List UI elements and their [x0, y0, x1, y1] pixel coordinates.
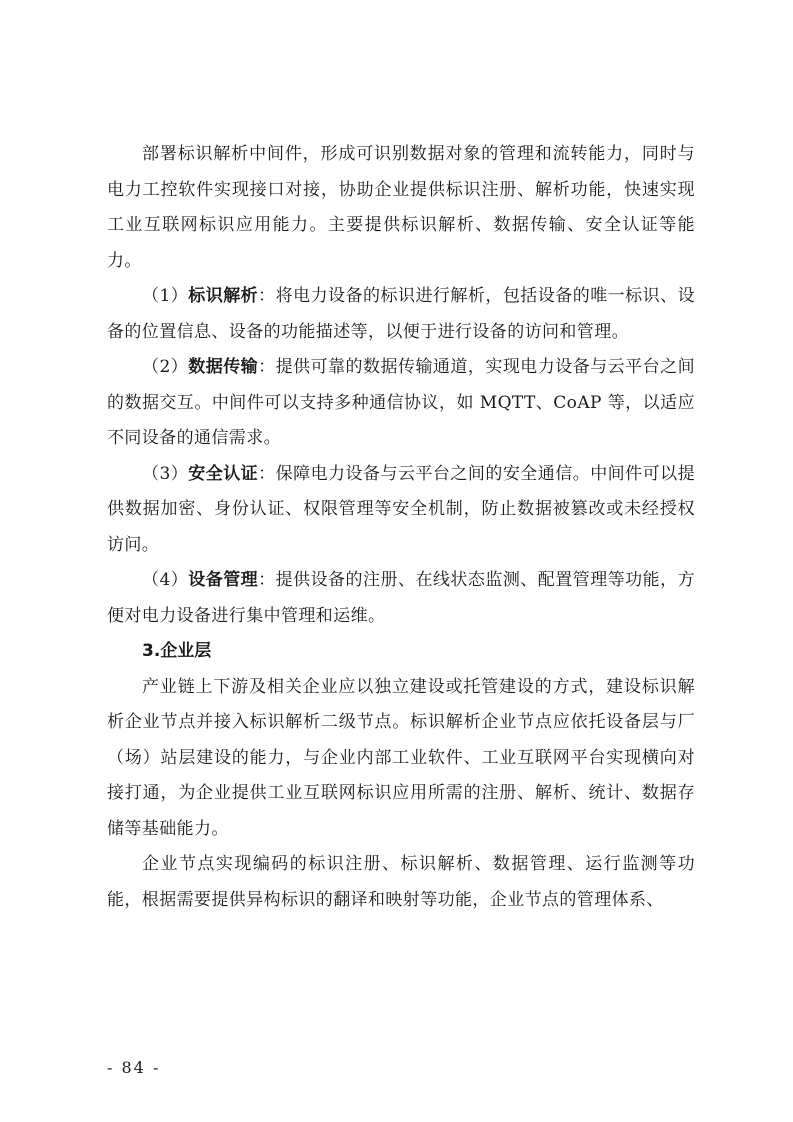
section-heading: 3.企业层 [142, 641, 212, 661]
document-body [107, 137, 695, 918]
item-heading: 数据传输 [188, 357, 259, 377]
list-item [107, 563, 695, 634]
item-text: ：将电力设备的标识进行解析，包括设备的唯一标识、设备的位置信息、设备的功能描述等，以便于进行设备的访问和管理。 [107, 286, 695, 342]
intro-paragraph: 部署标识解析中间件，形成可识别数据对象的管理和流转能力，同时与电力工控软件实现接口对接，协助企业提供标识注册、解析功能，快速实现工业互联网标识应用能力。主要提供标识解析、数据传输、安全认证等能力。 [107, 144, 695, 271]
item-number: （1） [142, 286, 189, 306]
item-text: ：提供设备的注册、在线状态监测、配置管理等功能，方便对电力设备进行集中管理和运维。 [107, 570, 695, 626]
list-item [107, 350, 695, 457]
list-item [107, 279, 695, 350]
item-heading: 安全认证 [188, 463, 259, 484]
list-item [107, 457, 695, 564]
page-number: - 84 - [107, 1058, 161, 1077]
item-heading: 标识解析 [188, 286, 259, 306]
item-number: （2） [142, 357, 189, 377]
item-number: （4） [142, 570, 189, 590]
body-paragraph: 产业链上下游及相关企业应以独立建设或托管建设的方式，建设标识解析企业节点并接入标识解析二级节点。标识解析企业节点应依托设备层与厂（场）站层建设的能力，与企业内部工业软件、工业互联网平台实现横向对接打通，为企业提供工业互联网标识应用所需的注册、解析、统计、数据存储等基础能力。 [107, 676, 695, 839]
item-text: ：保障电力设备与云平台之间的安全通信。中间件可以提供数据加密、身份认证、权限管理等安全机制，防止数据被篡改或未经授权访问。 [107, 463, 695, 555]
item-heading: 设备管理 [188, 570, 259, 590]
item-text: ：提供可靠的数据传输通道，实现电力设备与云平台之间的数据交互。中间件可以支持多种通信协议，如 MQTT、CoAP 等，以适应不同设备的通信需求。 [107, 357, 695, 448]
body-paragraph: 企业节点实现编码的标识注册、标识解析、数据管理、运行监测等功能，根据需要提供异构标识的翻译和映射等功能，企业节点的管理体系、 [107, 854, 695, 910]
item-number: （3） [142, 463, 189, 484]
